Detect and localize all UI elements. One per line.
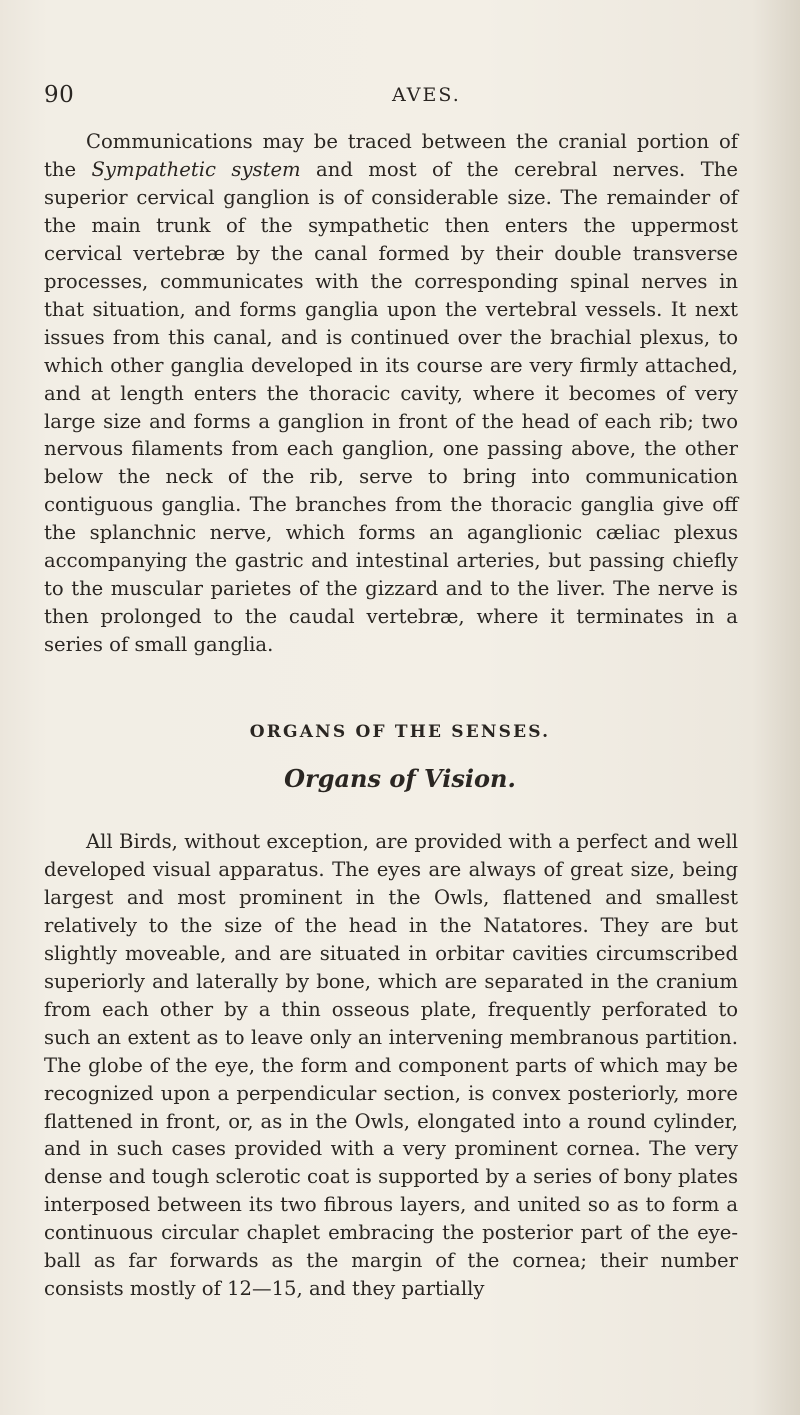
italic-term-sympathetic-system: Sympathetic system (91, 157, 301, 181)
page-number: 90 (44, 82, 75, 108)
paragraph-1-rest: and most of the cerebral nerves. The superior cervical ganglion is of considerable size. The remainder of the main trunk of the sympathetic then enters the uppermost cervical vertebræ by the canal formed by their double transverse processes, communicates with the corresponding spinal nerves in that situation, and forms ganglia upon the vertebral vessels. It next issues from this canal, and is continued over the brachial plexus, to which other ganglia developed in its course are very firmly attached, and at length enters the thoracic cavity, where it becomes of very large size and forms a ganglion in front of the head of each rib; two nervous filaments from each ganglion, one passing above, the other below the neck of the rib, serve to bring into communication contiguous ganglia. The branches from the thoracic ganglia give off the splanchnic nerve, which forms an aganglionic cæliac plexus accompanying the gastric and intestinal arteries, but passing chiefly to the muscular parietes of the gizzard and to the liver. The nerve is then prolonged to the caudal vertebræ, where it terminates in a series of small ganglia. (44, 157, 738, 657)
section-heading: ORGANS OF THE SENSES. (249, 722, 551, 742)
running-title: AVES. (392, 84, 461, 106)
paragraph-1-lead: Communications may be traced between the cranial portion of the (44, 130, 738, 181)
paragraph-sympathetic-system (44, 128, 738, 659)
running-head (44, 82, 742, 112)
paragraph-organs-of-vision: All Birds, without exception, are provided with a perfect and well developed visual apparatus. The eyes are always of great size, being largest and most prominent in the Owls, flattened and smallest relatively to the size of the head in the Natatores. They are but slightly moveable, and are situated in orbitar cavities circumscribed superiorly and laterally by bone, which are separated in the cranium from each other by a thin osseous plate, frequently perforated to such an extent as to leave only an intervening membranous partition. The globe of the eye, the form and component parts of which may be recognized upon a perpendicular section, is convex posteriorly, more flattened in front, or, as in the Owls, elongated into a round cylinder, and in such cases provided with a very prominent cornea. The very dense and tough sclerotic coat is supported by a series of bony plates interposed between its two fibrous layers, and united so as to form a continuous circular chaplet embracing the posterior part of the eye-ball as far forwards as the margin of the cornea; their number consists mostly of 12—15, and they partially (44, 830, 738, 1301)
sub-heading: Organs of Vision. (284, 764, 516, 793)
